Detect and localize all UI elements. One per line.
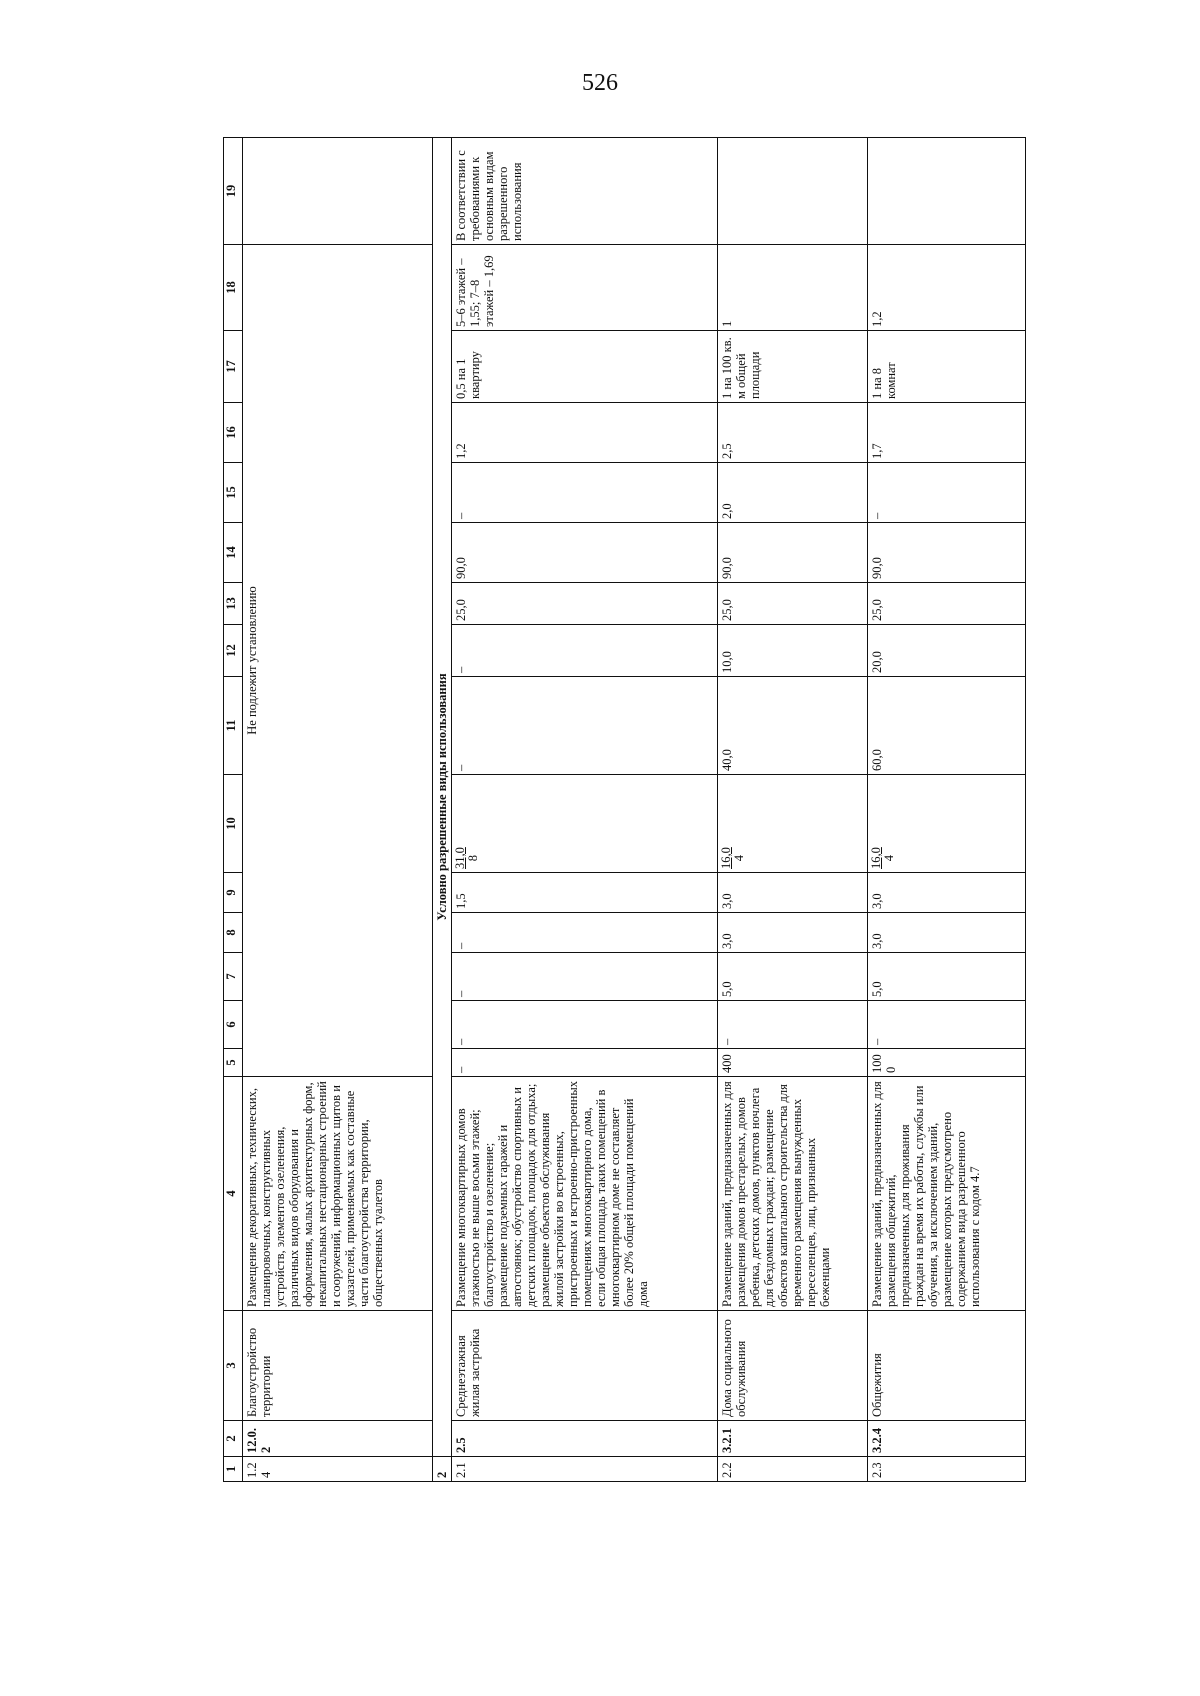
cell-c17: 1 на 100 кв. м общей площади — [718, 331, 868, 403]
header-cell: 19 — [224, 138, 243, 245]
cell-c11: 60,0 — [868, 677, 1026, 775]
cell-c19: В соответствии с требованиями к основным видам разрешенного использования — [452, 138, 718, 245]
row-number: 2.3 — [868, 1457, 1026, 1482]
header-cell: 9 — [224, 873, 243, 913]
cell-c6: – — [868, 1001, 1026, 1049]
cell-c9: 1,5 — [452, 873, 718, 913]
header-cell: 7 — [224, 953, 243, 1001]
cell-c10 — [452, 775, 718, 873]
cell-c16: 2,5 — [718, 403, 868, 463]
cell-c15: – — [868, 463, 1026, 523]
cell-c9: 3,0 — [718, 873, 868, 913]
vri-code: 3.2.1 — [718, 1421, 868, 1457]
table-row — [452, 138, 718, 1482]
cell-c11: – — [452, 677, 718, 775]
cell-c7: 5,0 — [718, 953, 868, 1001]
cell-c6: – — [452, 1001, 718, 1049]
rotated-table-area — [223, 138, 1055, 1482]
cell-c10 — [718, 775, 868, 873]
not-applicable-note: Не подлежит установлению — [243, 245, 433, 1077]
cell-c8: 3,0 — [868, 913, 1026, 953]
header-cell: 17 — [224, 331, 243, 403]
fraction-numerator: 16,0 — [719, 847, 733, 869]
cell-c13: 25,0 — [868, 583, 1026, 625]
fraction-numerator: 31,0 — [453, 847, 467, 869]
section-row — [433, 138, 452, 1482]
table-row — [868, 138, 1026, 1482]
cell-c10 — [868, 775, 1026, 873]
vri-name: Общежития — [868, 1311, 1026, 1421]
cell-c12: 10,0 — [718, 625, 868, 677]
cell-c16: 1,2 — [452, 403, 718, 463]
cell-c5: 400 — [718, 1049, 868, 1077]
table-row-1-24 — [243, 138, 433, 1482]
header-cell: 18 — [224, 245, 243, 331]
cell-c6: – — [718, 1001, 868, 1049]
row-number: 1.24 — [243, 1457, 433, 1482]
cell-c14: 90,0 — [452, 523, 718, 583]
cell-c5: – — [452, 1049, 718, 1077]
cell-c13: 25,0 — [718, 583, 868, 625]
cell-c12: 20,0 — [868, 625, 1026, 677]
header-cell: 12 — [224, 625, 243, 677]
vri-description: Размещение зданий, предназначенных для размещения общежитий, предназначенных для проживания граждан на время их работы, службы или обучения, за исключением зданий, размещение которых предусмотрено содержанием вида разрешенного использования с кодом 4.7 — [868, 1077, 1026, 1311]
cell-c7: 5,0 — [868, 953, 1026, 1001]
cell-c8: 3,0 — [718, 913, 868, 953]
cell-c15: – — [452, 463, 718, 523]
cell-c9: 3,0 — [868, 873, 1026, 913]
vri-description: Размещение многоквартирных домов этажностью не выше восьми этажей; благоустройство и озеленение; размещение подземных гаражей и автостоянок; обустройство спортивных и детских площадок, площадок для отдыха; размещение объектов обслуживания жилой застройки во встроенных, пристроенных и встроенно-пристроенных помещениях многоквартирного дома, если общая площадь таких помещений в многоквартирном доме не составляет более 20% общей площади помещений дома — [452, 1077, 718, 1311]
fraction — [870, 847, 896, 869]
fraction-denominator: 4 — [732, 854, 747, 862]
regulations-table — [223, 137, 1026, 1482]
vri-code: 12.0.2 — [243, 1421, 433, 1457]
header-row — [224, 138, 243, 1482]
cell-c5: 1000 — [868, 1049, 1026, 1077]
cell-c14: 90,0 — [868, 523, 1026, 583]
header-cell: 13 — [224, 583, 243, 625]
cell-c18: 1 — [718, 245, 868, 331]
vri-code: 2.5 — [452, 1421, 718, 1457]
fraction-numerator: 16,0 — [869, 847, 883, 869]
cell-c12: – — [452, 625, 718, 677]
header-cell: 8 — [224, 913, 243, 953]
cell-c17: 1 на 8 комнат — [868, 331, 1026, 403]
cell-c15: 2,0 — [718, 463, 868, 523]
cell-c19 — [718, 138, 868, 245]
vri-name: Среднеэтажная жилая застройка — [452, 1311, 718, 1421]
header-cell: 6 — [224, 1001, 243, 1049]
header-cell: 10 — [224, 775, 243, 873]
fraction-denominator: 4 — [882, 854, 897, 862]
header-cell: 2 — [224, 1421, 243, 1457]
header-cell: 16 — [224, 403, 243, 463]
vri-code: 3.2.4 — [868, 1421, 1026, 1457]
cell-c17: 0,5 на 1 квартиру — [452, 331, 718, 403]
section-title: Условно разрешенные виды использования — [433, 138, 452, 1457]
fraction-denominator: 8 — [466, 854, 481, 862]
header-cell: 3 — [224, 1311, 243, 1421]
vri-description: Размещение зданий, предназначенных для размещения домов престарелых, домов ребенка, детских домов, пунктов ночлега для бездомных граждан; размещение объектов капитального строительства для временного размещения вынужденных переселенцев, лиц, признанных беженцами — [718, 1077, 868, 1311]
vri-name: Дома социального обслуживания — [718, 1311, 868, 1421]
header-cell: 5 — [224, 1049, 243, 1077]
cell-c7: – — [452, 953, 718, 1001]
cell-c19 — [243, 138, 433, 245]
fraction — [454, 847, 480, 869]
cell-c18: 1,2 — [868, 245, 1026, 331]
cell-c13: 25,0 — [452, 583, 718, 625]
cell-c8: – — [452, 913, 718, 953]
section-number: 2 — [433, 1457, 452, 1482]
cell-c11: 40,0 — [718, 677, 868, 775]
cell-c18: 5–6 этажей – 1,55; 7–8 этажей – 1,69 — [452, 245, 718, 331]
row-number: 2.2 — [718, 1457, 868, 1482]
cell-c19 — [868, 138, 1026, 245]
header-cell: 1 — [224, 1457, 243, 1482]
row-number: 2.1 — [452, 1457, 718, 1482]
cell-c16: 1,7 — [868, 403, 1026, 463]
cell-c14: 90,0 — [718, 523, 868, 583]
header-cell: 4 — [224, 1077, 243, 1311]
header-cell: 11 — [224, 677, 243, 775]
header-cell: 14 — [224, 523, 243, 583]
rotated-table-frame — [223, 138, 1055, 1482]
table-row — [718, 138, 868, 1482]
vri-description: Размещение декоративных, технических, планировочных, конструктивных устройств, элементов озеленения, различных видов оборудования и оформления, малых архитектурных форм, некапитальных нестационарных строений и сооружений, информационных щитов и указателей, применяемых как составные части благоустройства территории, общественных туалетов — [243, 1077, 433, 1311]
header-cell: 15 — [224, 463, 243, 523]
fraction — [720, 847, 746, 869]
vri-name: Благоустройство территории — [243, 1311, 433, 1421]
page-number: 526 — [582, 70, 618, 96]
